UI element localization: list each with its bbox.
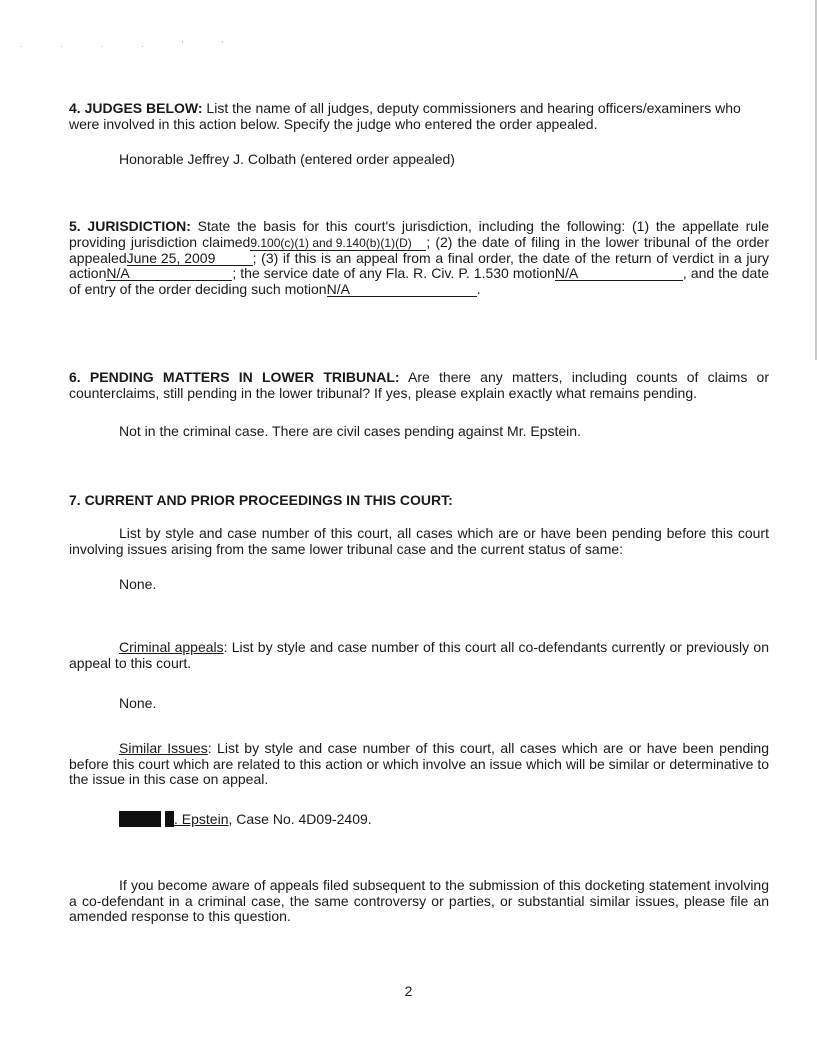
- criminal-appeals-answer: None.: [119, 695, 157, 711]
- filing-date-field: June 25, 2009: [127, 252, 253, 266]
- section-4-heading: 4. JUDGES BELOW:: [69, 100, 203, 116]
- section-6-heading: 6. PENDING MATTERS IN LOWER TRIBUNAL:: [69, 369, 400, 385]
- similar-issues-label: Similar Issues: [119, 740, 208, 756]
- section-6-answer: Not in the criminal case. There are civil cases pending against Mr. Epstein.: [119, 423, 581, 439]
- section-4-answer: Honorable Jeffrey J. Colbath (entered order appealed): [119, 151, 455, 167]
- verdict-date-field: N/A: [106, 267, 232, 281]
- section-6-text: Are there any matters, including counts of claims or counterclaims, still pending in the lower tribunal? If yes, please explain exactly what remains pending.: [69, 369, 770, 401]
- section-5-text-5: , and the date of entry of the order deciding such motion: [69, 265, 769, 297]
- order-date-field: N/A: [327, 283, 477, 297]
- section-5-text-4: ; the service date of any Fla. R. Civ. P. 1.530 motion: [232, 265, 555, 281]
- section-7-paragraph: List by style and case number of this court, all cases which are or have been pending before this court involving issues arising from the same lower tribunal case and the current status of same:: [69, 525, 769, 557]
- similar-case-name: . Epstein: [174, 811, 229, 827]
- section-7-heading: 7. CURRENT AND PRIOR PROCEEDINGS IN THIS COURT:: [69, 492, 453, 508]
- similar-issues-text: : List by style and case number of this court, all cases which are or have been pending before this court which are related to this action or which involve an issue which will be similar or determinative to the issue in this case on appeal.: [69, 740, 769, 787]
- criminal-appeals-label: Criminal appeals: [119, 639, 224, 655]
- section-5-text-1: State the basis for this court's jurisdiction, including the following: (1) the appellate rule providing jurisdiction claimed: [69, 218, 769, 250]
- page-number: 2: [404, 983, 413, 999]
- section-4-text: List the name of all judges, deputy commissioners and hearing officers/examiners who were involved in this action below. Specify the judge who entered the order appealed.: [69, 100, 741, 132]
- section-4-paragraph: [69, 101, 769, 132]
- section-5-text-2: ; (2) the date of filing in the lower tribunal of the order appealed: [69, 233, 770, 266]
- similar-case-line: [119, 811, 372, 828]
- similar-case-number: , Case No. 4D09-2409.: [228, 811, 372, 827]
- section-5-heading: 5. JURISDICTION:: [69, 218, 191, 234]
- section-6-paragraph: [69, 370, 769, 401]
- criminal-appeals-paragraph: [69, 640, 769, 671]
- similar-issues-paragraph: [69, 741, 769, 788]
- section-5-text-6: .: [476, 280, 481, 297]
- section-7-answer: None.: [119, 576, 157, 592]
- appellate-rule-field: 9.100(c)(1) and 9.140(b)(1)(D): [250, 237, 426, 251]
- service-date-field: N/A: [555, 267, 683, 281]
- redaction-block: [165, 811, 174, 827]
- redaction-block: [119, 811, 161, 827]
- section-5-text-3: ; (3) if this is an appeal from a final order, the date of the return of verdict in a jury action: [69, 249, 769, 281]
- criminal-appeals-text: : List by style and case number of this court all co-defendants currently or previously on appeal to this court.: [69, 639, 769, 671]
- scan-specks: . . . . ' ': [20, 40, 242, 49]
- section-5-paragraph: [69, 219, 769, 297]
- amendment-notice-paragraph: If you become aware of appeals filed subsequent to the submission of this docketing statement involving a co-defendant in a criminal case, the same controversy or parties, or substantial similar issues, please file an amended response to this question.: [69, 877, 769, 924]
